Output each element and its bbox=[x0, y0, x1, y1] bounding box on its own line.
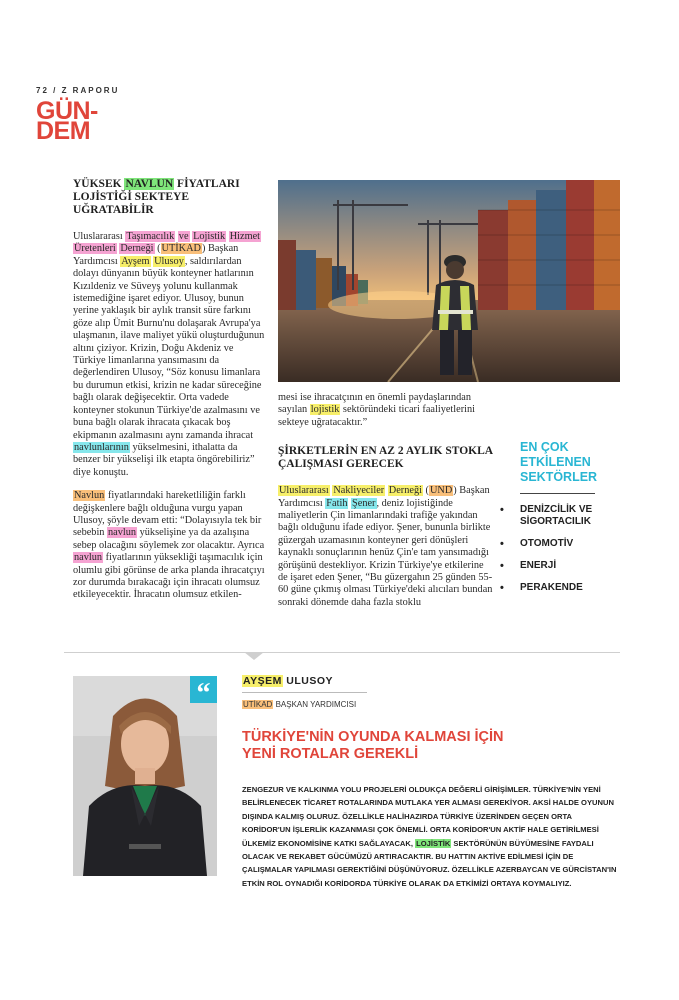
text-run: , saldırılardan dolayı dünyanın büyük konteyner hatlarının Kızıldeniz ve Süveyş yolunu kullanmak istemediğine işaret ediyor. Ulusoy, bunun yerine yaklaşık bir aylık transit süre farkını göze alıp Ümit Burnu'nu dolaşarak Avrupa'ya ulaşmanın, ilave maliyet yükü oluşturduğunun altını çiziyor. Krizin, Doğu Akdeniz ve Türkiye limanlarına yansımasını da değerlendiren Ulusoy, “Söz konusu limanlara bu durumun etkisi, krizin ne kadar süreceğine bağlı olarak değişecektir. Orta vadede konteyner stokunun Türkiye'de azalmasını ve buna bağlı olarak ihracata çıkacak boş ekipmanın azalmasını aynı zamanda ihracat bbox=[73, 255, 265, 441]
bullet-icon: • bbox=[500, 504, 504, 516]
text-highlight: ve bbox=[178, 231, 189, 242]
sector-item: • PERAKENDE bbox=[500, 582, 583, 594]
text-highlight: Şener bbox=[352, 497, 376, 509]
text-run: yükselişine ya da azalışına sebep olacağını söylemek zor olacaktır. Ayrıca bbox=[73, 527, 265, 551]
text-highlight: Üretenleri bbox=[74, 243, 116, 255]
text-highlight: navlunlarının bbox=[74, 441, 129, 453]
article-body-left bbox=[73, 231, 266, 602]
interview-headline: TÜRKİYE'NİN OYUNDA KALMASI İÇİN YENİ ROTALAR GEREKLİ bbox=[242, 729, 504, 762]
port-container-photo bbox=[278, 180, 620, 382]
text-highlight: Derneği bbox=[388, 485, 422, 497]
text-highlight: Nakliyeciler bbox=[333, 485, 385, 497]
bullet-icon: • bbox=[500, 560, 504, 572]
section-logo bbox=[36, 97, 98, 145]
article-paragraph bbox=[278, 485, 494, 609]
sidebar-divider bbox=[520, 493, 595, 494]
name-divider bbox=[242, 692, 367, 693]
text-run: fiyatlarındaki hareketliliğin farklı değişkenlere bağlı olduğuna vurgu yapan Ulusoy, şöyle devam etti: “Dolayısıyla tek bir sebebin bbox=[73, 490, 262, 539]
text-run: sektöründeki ticari faaliyetlerini sekteye uğratacaktır.” bbox=[278, 404, 476, 428]
text-highlight: UTİKAD bbox=[161, 243, 201, 255]
text-highlight: LOJİSTİK bbox=[416, 838, 451, 848]
text-highlight: Uluslararası bbox=[279, 485, 329, 497]
interview-block bbox=[242, 675, 622, 890]
interviewee-name: AYŞEM ULUSOY bbox=[243, 675, 334, 687]
section-logo-line2: DEM bbox=[36, 117, 91, 145]
article-headline: YÜKSEK NAVLUN FİYATLARI LOJİSTİĞİ SEKTEYE UĞRATABİLİR bbox=[73, 178, 240, 216]
text-highlight: navlun bbox=[108, 527, 137, 539]
quote-icon: “ bbox=[190, 676, 217, 703]
article-paragraph bbox=[278, 392, 494, 429]
interviewee-title: UTİKAD BAŞKAN YARDIMCISI bbox=[243, 700, 357, 709]
text-highlight: Fatih bbox=[326, 497, 348, 509]
text-run: mesi ise ihracatçının en önemli paydaşlarından sayılan bbox=[278, 392, 472, 416]
text-run: SEKTÖRÜNÜN BÜYÜMESİNE FAYDALI OLACAK VE REKABET GÜCÜMÜZÜ ARTIRACAKTIR. BU HATTIN AKTİVE EDİLMESİ İÇİN DE ÇALIŞMALAR YAPILMASI GEREKTİĞİNİ DÜŞÜNÜYORUZ. ÖZELLİKLE AZERBAYCAN VE GÜRCİSTAN'IN ETKİN ROL OYNADIĞI KORİDORDA TÜRKİYE OLARAK DA ETKİMİZİ ORTAYA KOYMALIYIZ. bbox=[242, 838, 617, 888]
sectors-sidebar bbox=[500, 440, 620, 604]
sectors-list bbox=[500, 504, 620, 594]
bullet-icon: • bbox=[500, 582, 504, 594]
portrait-illustration bbox=[73, 676, 217, 876]
section-logo-line1: GÜN- bbox=[36, 97, 98, 125]
text-highlight: Derneği bbox=[120, 243, 154, 255]
text-run: , deniz lojistiğinde maliyetlerin Çin limanlarındaki trafiğe yakından bağlı olduğunu ifade ediyor. Şener, bununla birlikte güzergah uzamasının konteyner geri dönüşleri kaynaklı sonuçlarının henüz Çin'e tam yansımadığı görüşünü destekliyor. Krizin Türkiye'ye etkilerine de işaret eden Şener, “Bu güzergahın 25 günden 55-60 güne çıkmış olması Türkiye'deki alıcıları bundan sonraki dönemde daha fazla stoklu bbox=[278, 497, 493, 608]
sidebar-title: EN ÇOK ETKİLENEN SEKTÖRLER bbox=[520, 440, 598, 484]
interview-quote bbox=[242, 783, 622, 890]
text-highlight: UND bbox=[429, 485, 453, 497]
text-highlight: Lojistik bbox=[193, 231, 226, 242]
text-highlight: Hizmet bbox=[229, 231, 261, 242]
bullet-icon: • bbox=[500, 538, 504, 550]
article-column-middle bbox=[278, 392, 494, 620]
headline-highlight: NAVLUN bbox=[125, 178, 174, 190]
text-run: ZENGEZUR VE KALKINMA YOLU PROJELERİ OLDUKÇA DEĞERLİ GİRİŞİMLER. TÜRKİYE'NİN YENİ BELİRLENECEK TİCARET ROTALARINDA MUTLAKA YER ALMASI GEREKİYOR. AKSİ HALDE OYUNUN DIŞINDA KALMIŞ OLURUZ. ÖZELLİKLE HALİHAZIRDA TÜRKİYE ÜZERİNDEN GEÇEN ORTA KORİDOR'UN İŞLERLİK KAZANMASI ÇOK ÖNEMLİ. ORTA KORİDOR'UN AKTİF HALE GETİRİLMESİ ÜLKEMİZ EKONOMİSİNE KATKI SAĞLAYACAK, bbox=[242, 785, 614, 848]
divider-notch bbox=[244, 652, 264, 660]
article-paragraph bbox=[73, 490, 266, 602]
text-run: ( bbox=[154, 243, 161, 255]
text-run: yükselmesini, ithalatta da benzer bir yükselişi ilk etapta öngörebiliriz” diye konuştu. bbox=[73, 441, 255, 478]
text-highlight: Ulusoy bbox=[154, 255, 184, 267]
article-paragraph bbox=[73, 231, 266, 479]
page-header: 72 / Z RAPORU bbox=[36, 86, 120, 95]
text-run: fiyatlarının yüksekliği taşımacılık için olumlu gibi görünse de arka planda ihracatçıyı zor durumda bırakacağı için ihracatı olumsuz etkileyecektir. İhracatın olumsuz etkilen- bbox=[73, 552, 265, 601]
sector-item: • OTOMOTİV bbox=[500, 538, 574, 550]
text-run: ) Başkan Yardımcısı bbox=[73, 243, 239, 267]
text-run: ( bbox=[422, 485, 429, 497]
text-highlight: lojistik bbox=[310, 404, 340, 416]
article-column-left bbox=[73, 178, 266, 613]
text-highlight: Ayşem bbox=[121, 255, 150, 267]
section-divider bbox=[64, 652, 620, 653]
text-run: ) Başkan Yardımcısı bbox=[278, 485, 490, 509]
text-highlight: Navlun bbox=[74, 490, 105, 502]
sector-item: • DENİZCİLİK VE SİGORTACILIK bbox=[500, 504, 593, 527]
sector-item: • ENERJİ bbox=[500, 560, 557, 572]
article-subhead: ŞİRKETLERİN EN AZ 2 AYLIK STOKLA ÇALIŞMASI GERECEK bbox=[278, 445, 493, 471]
text-highlight: Taşımacılık bbox=[126, 231, 175, 242]
interviewee-portrait bbox=[73, 676, 217, 876]
text-run: Uluslararası bbox=[73, 231, 126, 242]
port-photo-illustration bbox=[278, 180, 620, 382]
text-highlight: navlun bbox=[74, 552, 103, 564]
